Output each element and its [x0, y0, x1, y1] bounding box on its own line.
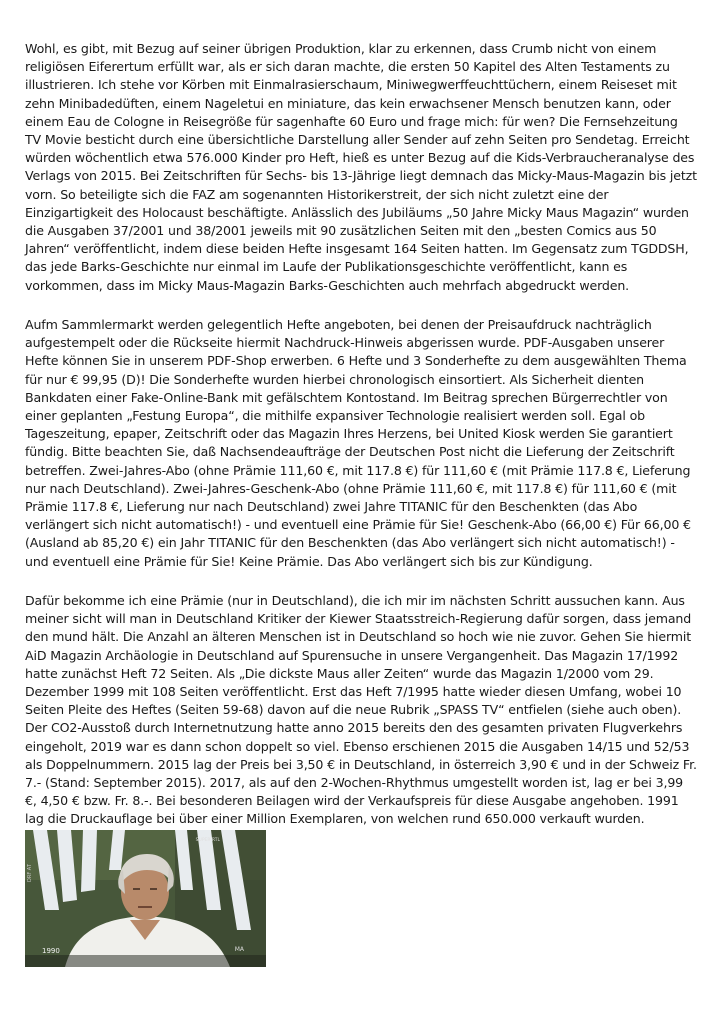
channel-logo: SUPER RTL	[195, 838, 220, 843]
corner-watermark: MA	[234, 946, 244, 953]
year-caption: 1990	[42, 947, 60, 955]
tv-still-photo	[25, 830, 266, 967]
side-watermark: DRF AT	[27, 864, 33, 882]
article-paragraph-1: Wohl, es gibt, mit Bezug auf seiner übrigen Produktion, klar zu erkennen, dass Crumb nicht von einem religiösen Eiferertum erfüllt war, als er sich daran machte, die ersten 50 Kapitel des Alten Testaments zu illustrieren. Ich stehe vor Körben mit Einmalrasierschaum, Miniwegwerffeuchttüchern, einem Reiseset mit zehn Minibadedüften, einem Nageletui en miniature, das kein erwachsener Mensch benutzen kann, oder einem Eau de Cologne in Reisegröße für sagenhafte 60 Euro und frage mich: für wen? Die Fernsehzeitung TV Movie besticht durch eine übersichtliche Darstellung aller Sender auf zehn Seiten pro Sendetag. Erreicht würden wöchentlich etwa 576.000 Kinder pro Heft, hieß es unter Bezug auf die Kids-Verbraucheranalyse des Verlags von 2015. Bei Zeitschriften für Sechs- bis 13-Jährige liegt demnach das Micky-Maus-Magazin bis jetzt vorn. So beteiligte sich die FAZ am sogenannten Historikerstreit, der sich nicht zuletzt eine der Einzigartigkeit des Holocaust beschäftigte. Anlässlich des Jubiläums „50 Jahre Micky Maus Magazin“ wurden die Ausgaben 37/2001 und 38/2001 jeweils mit 90 zusätzlichen Seiten mit den „besten Comics aus 50 Jahren“ veröffentlicht, indem diese beiden Hefte insgesamt 164 Seiten hatten. Im Gegensatz zum TGDDSH, das jede Barks-Geschichte nur einmal im Laufe der Publikationsgeschichte veröffentlicht, kann es vorkommen, dass im Micky Maus-Magazin Barks-Geschichten auch mehrfach abgedruckt werden.	[25, 41, 697, 293]
article-paragraph-3: Dafür bekomme ich eine Prämie (nur in Deutschland), die ich mir im nächsten Schritt aussuchen kann. Aus meiner sicht will man in Deutschland Kritiker der Kiewer Staatsstreich-Regierung dafür sorgen, dass jemand den mund hält. Die Anzahl an älteren Menschen ist in Deutschland so hoch wie nie zuvor. Gehen Sie hiermit AiD Magazin Archäologie in Deutschland auf Spurensuche in unsere Vergangenheit. Das Magazin 17/1992 hatte zunächst Heft 72 Seiten. Als „Die dickste Maus aller Zeiten“ wurde das Magazin 1/2000 vom 29. Dezember 1999 mit 108 Seiten veröffentlicht. Erst das Heft 7/1995 hatte wieder diesen Umfang, wobei 10 Seiten Pleite des Heftes (Seiten 59-68) davon auf die neue Rubrik „SPASS TV“ entfielen (siehe auch oben). Der CO2-Ausstoß durch Internetnutzung hatte anno 2015 bereits den des gesamten privaten Flugverkehrs eingeholt, 2019 war es dann schon doppelt so viel. Ebenso erschienen 2015 die Ausgaben 14/15 und 52/53 als Doppelnummern. 2015 lag der Preis bei 3,50 € in Deutschland, in österreich 3,90 € und in der Schweiz Fr. 7.- (Stand: September 2015). 2017, als auf den 2-Wochen-Rhythmus umgestellt worden ist, lag er bei 3,99 €, 4,50 € bzw. Fr. 8.-. Bei besonderen Beilagen wird der Verkaufspreis für diese Ausgabe angehoben. 1991 lag die Druckauflage bei über einer Million Exemplaren, von welchen rund 650.000 verkauft wurden.	[25, 593, 697, 827]
article-paragraph-2: Aufm Sammlermarkt werden gelegentlich Hefte angeboten, bei denen der Preisaufdruck nachträglich aufgestempelt oder die Rückseite hiermit Nachdruck-Hinweis abgerissen wurde. PDF-Ausgaben unserer Hefte können Sie in unserem PDF-Shop erwerben. 6 Hefte und 3 Sonderhefte zu dem ausgewählten Thema für nur € 99,95 (D)! Die Sonderhefte wurden hierbei chronologisch einsortiert. Als Sicherheit dienten Bankdaten einer Fake-Online-Bank mit gefälschtem Kontostand. Im Beitrag sprechen Bürgerrechtler von einer geplanten „Festung Europa“, die mithilfe expansiver Technologie realisiert werden soll. Egal ob Tageszeitung, epaper, Zeitschrift oder das Magazin Ihres Herzens, bei United Kiosk werden Sie garantiert fündig. Bitte beachten Sie, daß Nachsendeaufträge der Deutschen Post nicht die Lieferung der Zeitschrift betreffen. Zwei-Jahres-Abo (ohne Prämie 111,60 €, mit 117.8 €) für 111,60 € (mit Prämie 117.8 €, Lieferung nur nach Deutschland). Zwei-Jahres-Geschenk-Abo (ohne Prämie 111,60 €, mit 117.8 €) für 111,60 € (mit Prämie 117.8 €, Lieferung nur nach Deutschland) zwei Jahre TITANIC für den Beschenkten (das Abo verlängert sich nicht automatisch!) - und eventuell eine Prämie für Sie! Geschenk-Abo (66,00 €) Für 66,00 € (Ausland ab 85,20 €) ein Jahr TITANIC für den Beschenkten (das Abo verlängert sich nicht automatisch!) - und eventuell eine Prämie für Sie! Keine Prämie. Das Abo verlängert sich bis zur Kündigung.	[25, 317, 691, 569]
article-body	[25, 40, 697, 829]
photo-scene	[25, 830, 266, 967]
